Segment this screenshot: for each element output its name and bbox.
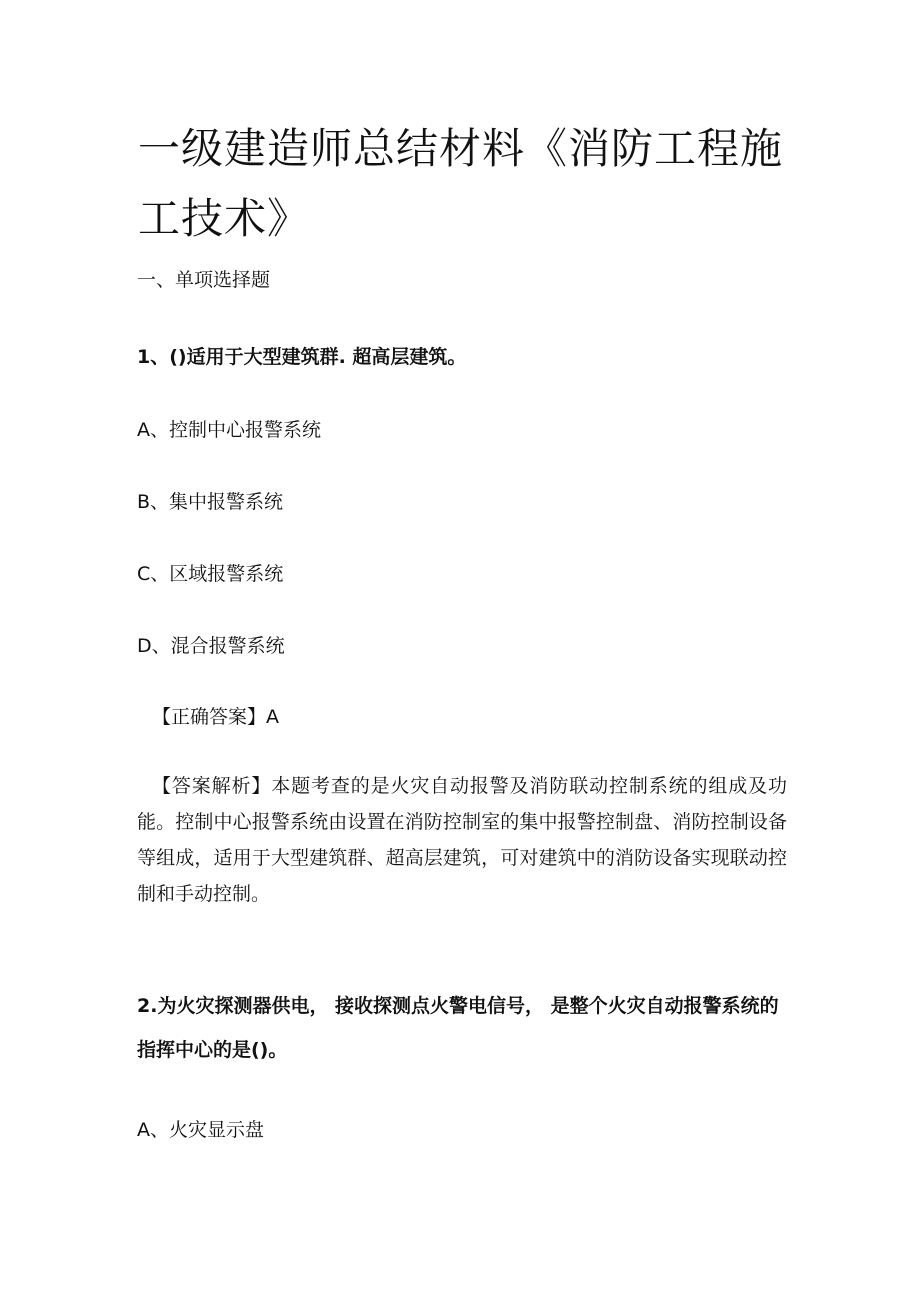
section-heading: 一、单项选择题 <box>137 269 271 291</box>
question-1-option-c: C、区域报警系统 <box>137 563 284 585</box>
question-2-stem: 2.为火灾探测器供电， 接收探测点火警电信号， 是整个火灾自动报警系统的指挥中心的是()。 <box>137 995 779 1061</box>
question-1-option-b: B、集中报警系统 <box>137 491 284 513</box>
question-1-option-d: D、混合报警系统 <box>137 635 285 657</box>
question-1-answer: 【正确答案】A <box>152 706 279 728</box>
document-title: 一级建造师总结材料《消防工程施工技术》 <box>138 124 784 243</box>
question-1-explanation: 【答案解析】本题考查的是火灾自动报警及消防联动控制系统的组成及功能。控制中心报警系统由设置在消防控制室的集中报警控制盘、消防控制设备等组成，适用于大型建筑群、超高层建筑，可对建筑中的消防设备实现联动控制和手动控制。 <box>137 775 787 905</box>
question-1-option-a: A、控制中心报警系统 <box>137 419 321 441</box>
question-1-stem: 1、()适用于大型建筑群. 超高层建筑。 <box>137 346 467 368</box>
question-2-option-a: A、火灾显示盘 <box>137 1119 264 1141</box>
